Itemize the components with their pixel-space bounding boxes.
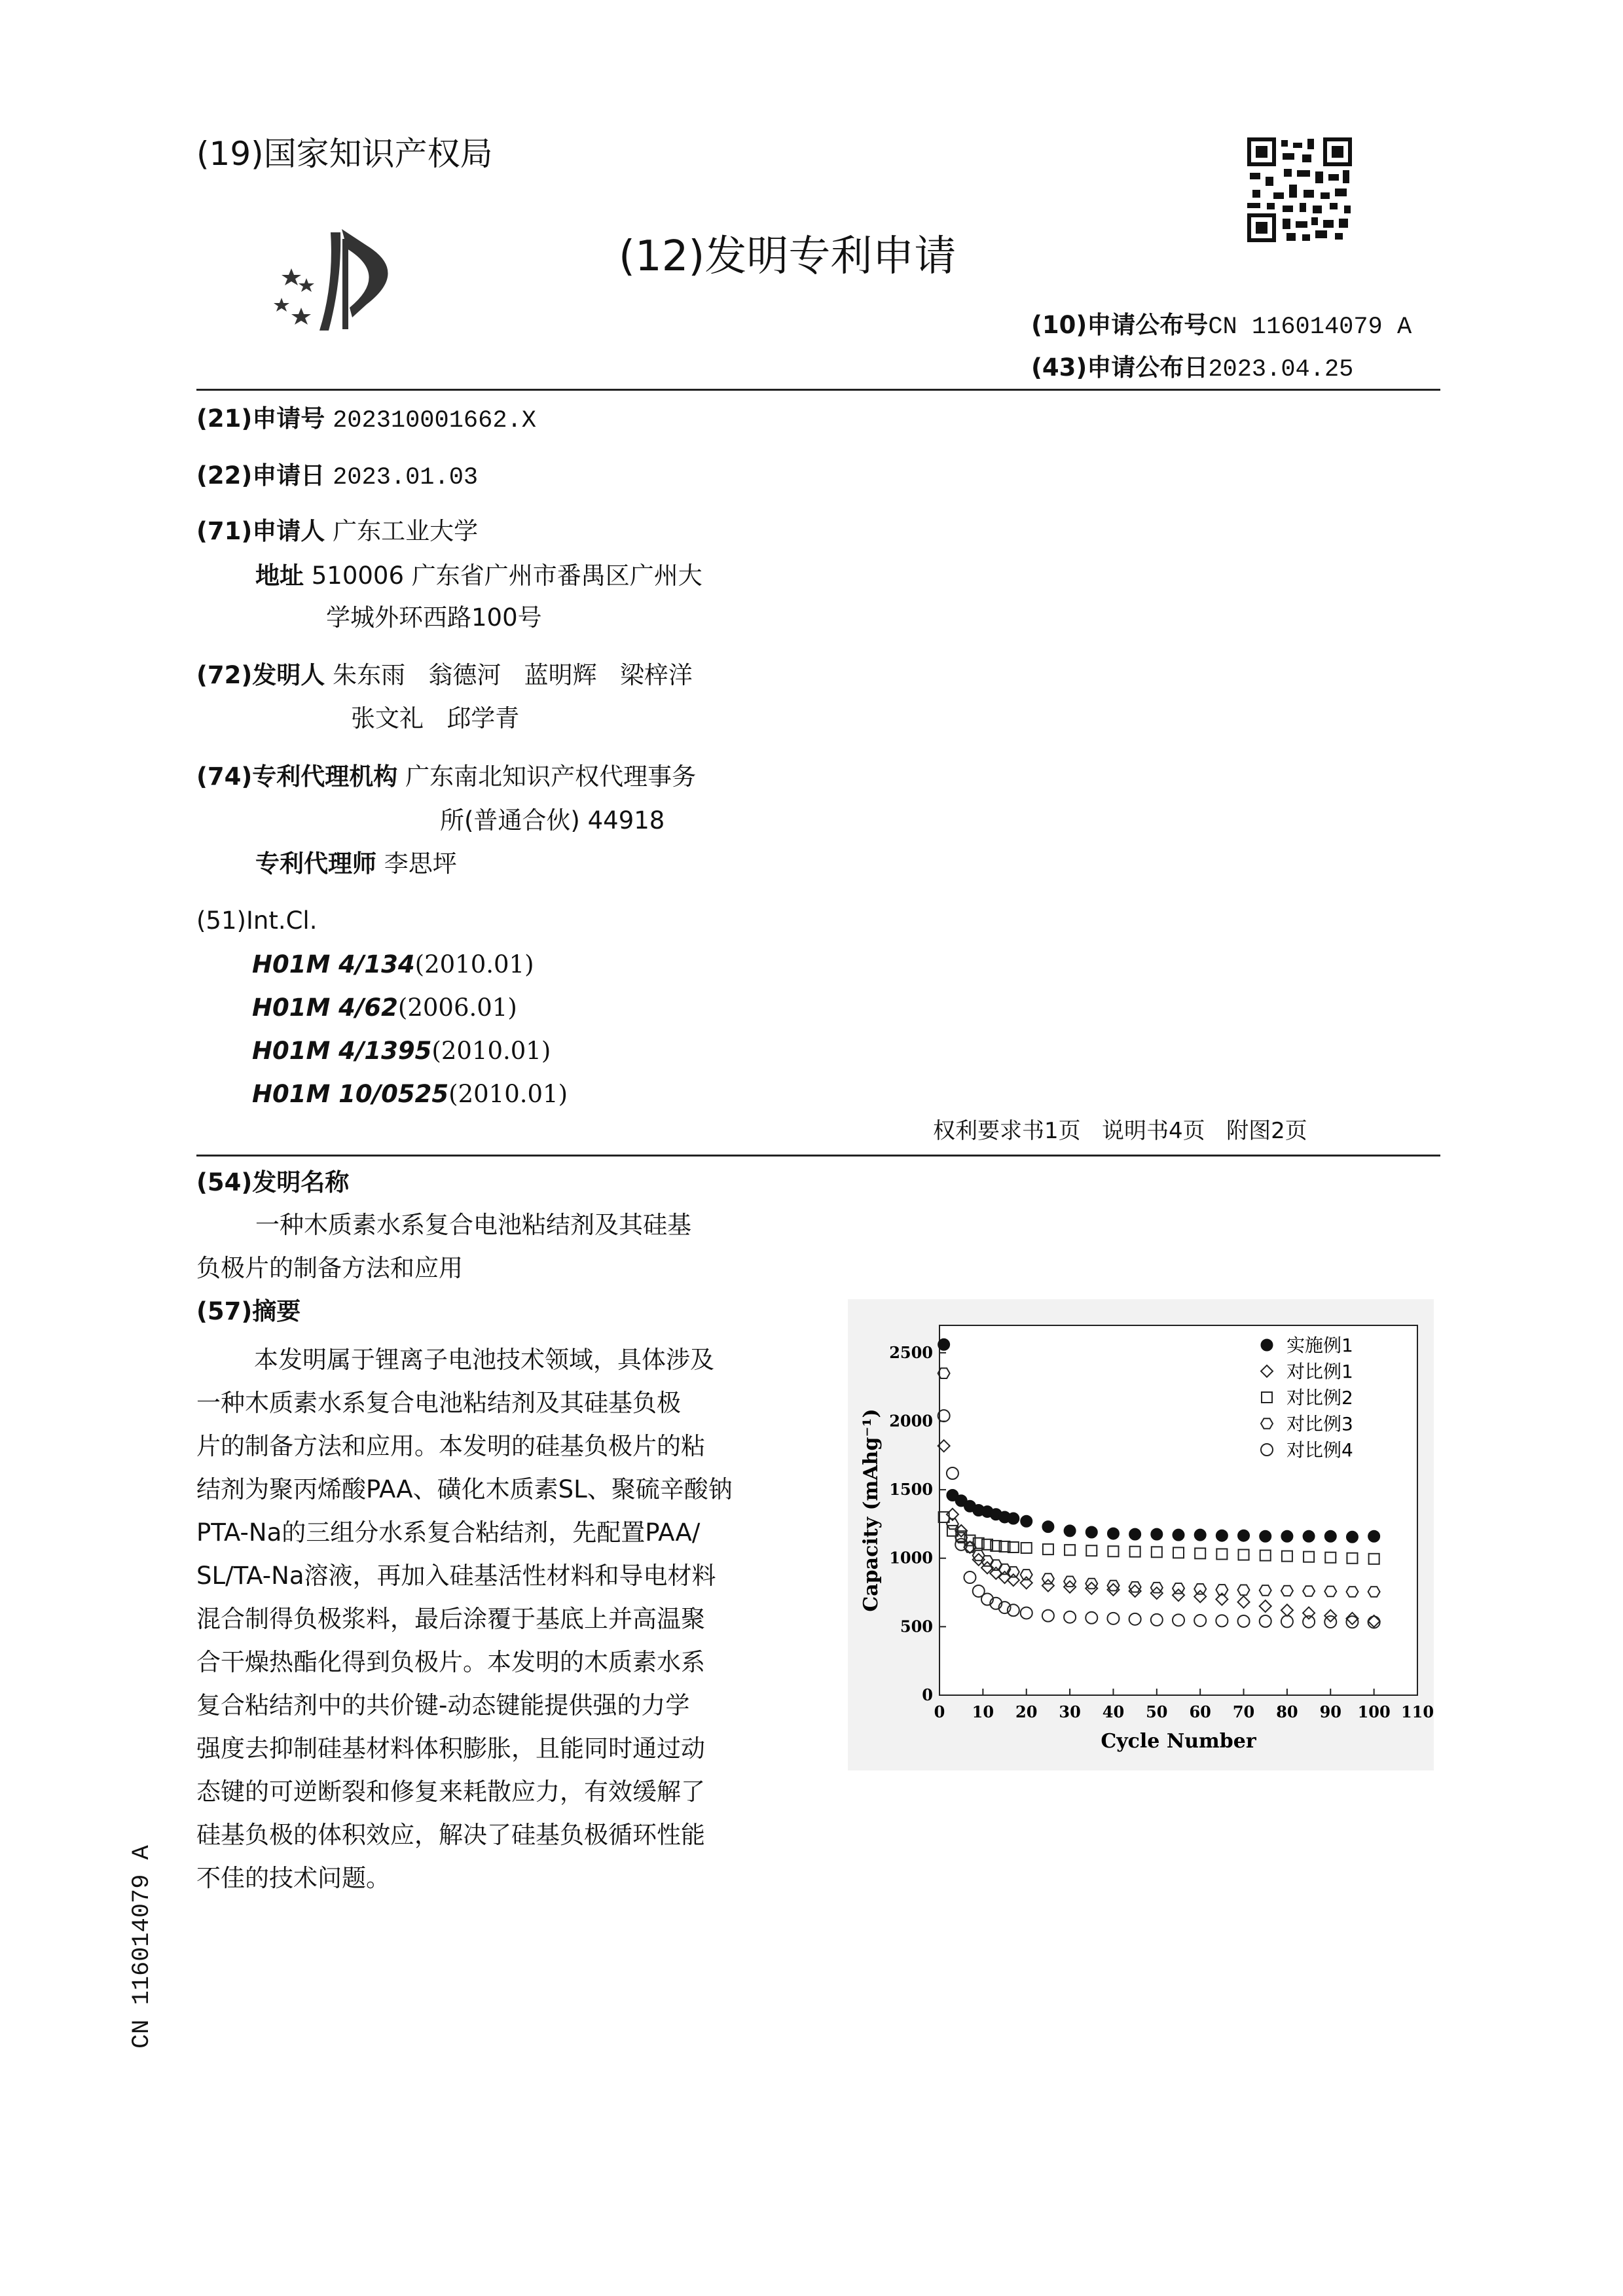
inventor-row [196,661,693,690]
publication-number-label: (10)申请公布号 [1031,311,1209,339]
x-tick-label: 10 [972,1702,994,1721]
abstract-line: 结剂为聚丙烯酸PAA、磺化木质素SL、聚硫辛酸钠 [196,1475,733,1503]
agency-line-2: 所(普通合伙) 44918 [440,806,665,834]
inventors-line-1: 朱东雨 翁德河 蓝明辉 梁梓洋 [333,661,693,689]
biblio-rule [196,1155,1440,1157]
y-tick-label: 500 [900,1617,933,1636]
x-tick-label: 50 [1146,1702,1168,1721]
agency-row [196,762,696,791]
data-point [1216,1530,1228,1541]
page-counts: 权利要求书1页 说明书4页 附图2页 [933,1118,1307,1144]
application-date-row [196,461,478,492]
ipc-item [252,950,534,979]
application-number-row [196,404,536,435]
data-point [1085,1526,1097,1538]
inventors-line-2: 张文礼 邱学青 [351,704,520,732]
application-number-label: (21)申请号 [196,404,325,433]
data-point [1238,1530,1250,1541]
agent-row [255,850,457,878]
data-point [1151,1528,1163,1540]
legend-label: 实施例1 [1286,1335,1353,1356]
data-point [1042,1521,1054,1533]
ipc-code: H01M 4/62 [252,994,398,1022]
inventor-label: (72)发明人 [196,661,325,689]
data-point [1194,1529,1206,1541]
data-point [1281,1530,1293,1542]
x-axis-label: Cycle Number [1101,1730,1256,1753]
x-tick-label: 40 [1102,1702,1125,1721]
abstract-line: 强度去抑制硅基材料体积膨胀，且能同时通过动 [196,1734,705,1763]
ipc-item [252,1037,551,1066]
x-tick-label: 80 [1276,1702,1298,1721]
y-tick-label: 2000 [889,1411,933,1431]
x-tick-label: 70 [1232,1702,1255,1721]
title-label: (54)发明名称 [196,1168,350,1196]
capacity-cycle-chart [848,1299,1434,1770]
abstract-line: 硅基负极的体积效应，解决了硅基负极循环性能 [196,1821,705,1849]
data-point [1008,1513,1019,1524]
ipc-code: H01M 10/0525 [252,1080,449,1108]
abstract-line: 片的制备方法和应用。本发明的硅基负极片的粘 [196,1432,705,1460]
abstract-line: 一种木质素水系复合电池粘结剂及其硅基负极 [196,1389,681,1417]
data-point [1064,1525,1076,1537]
y-tick-label: 1000 [889,1548,933,1568]
legend-label: 对比例1 [1286,1361,1353,1382]
agent-label: 专利代理师 [255,850,376,878]
header-rule [196,389,1440,391]
invention-title-line-2: 负极片的制备方法和应用 [196,1254,463,1282]
y-tick-label: 2500 [889,1342,933,1362]
data-point [1021,1515,1032,1527]
abstract-line: SL/TA-Na溶液，再加入硅基活性材料和导电材料 [196,1562,716,1590]
publication-number: CN 116014079 A [1208,314,1412,341]
application-date-label: (22)申请日 [196,461,325,490]
data-point [1346,1531,1358,1543]
publication-date: 2023.04.25 [1208,356,1354,384]
applicant-label: (71)申请人 [196,517,325,545]
ipc-item [252,994,517,1022]
abstract-figure [848,1299,1434,1770]
x-tick-label: 90 [1319,1702,1341,1721]
ipc-version: (2010.01) [431,1037,551,1065]
address-label: 地址 [255,562,304,590]
abstract-label: (57)摘要 [196,1297,301,1325]
x-tick-label: 20 [1015,1702,1038,1721]
address-row [255,562,702,590]
abstract-line: 本发明属于锂离子电池技术领域，具体涉及 [254,1346,714,1374]
data-point [1324,1530,1336,1542]
publication-date-label: (43)申请公布日 [1031,353,1209,382]
agency-line-1: 广东南北知识产权代理事务 [405,762,697,791]
abstract-line: 不佳的技术问题。 [196,1864,390,1892]
data-point [1368,1530,1380,1542]
y-tick-label: 0 [922,1685,933,1704]
ipc-version: (2010.01) [448,1080,568,1108]
address-line-2: 学城外环西路100号 [326,603,542,632]
office-name: (19)国家知识产权局 [196,135,493,173]
ipc-version: (2006.01) [397,994,517,1022]
agency-label: (74)专利代理机构 [196,762,398,791]
ipc-code: H01M 4/1395 [252,1037,432,1065]
legend-label: 对比例2 [1286,1387,1353,1408]
abstract-line: 混合制得负极浆料，最后涂覆于基底上并高温聚 [196,1605,705,1633]
x-tick-label: 100 [1357,1702,1391,1721]
data-point [938,1338,950,1350]
y-axis-label: Capacity (mAhg⁻¹) [860,1408,883,1612]
publication-date-row [1031,353,1353,384]
cnipa-logo-icon [268,219,419,337]
applicant: 广东工业大学 [333,517,479,545]
application-number: 202310001662.X [333,407,536,435]
ipc-code: H01M 4/134 [252,950,415,978]
agent: 李思坪 [384,850,457,878]
intcl-label: (51)Int.Cl. [196,906,318,935]
abstract-line: 合干燥热酯化得到负极片。本发明的木质素水系 [196,1648,705,1676]
address-line-1: 510006 广东省广州市番禺区广州大 [311,562,702,590]
y-tick-label: 1500 [889,1480,933,1499]
data-point [1107,1528,1119,1539]
data-point [1173,1529,1184,1541]
qr-code [1247,137,1352,242]
abstract-line: PTA-Na的三组分水系复合粘结剂，先配置PAA/ [196,1518,701,1547]
legend-marker [1261,1339,1273,1351]
ipc-item [252,1080,568,1109]
legend-label: 对比例4 [1286,1439,1353,1461]
x-tick-label: 110 [1400,1702,1434,1721]
abstract-text [196,1338,858,1900]
ipc-version: (2010.01) [414,950,534,978]
document-type: (12)发明专利申请 [619,232,957,281]
side-publication-number: CN 116014079 A [128,1845,156,2049]
qr-code-icon [1247,137,1352,242]
data-point [1260,1530,1271,1542]
invention-title-line-1: 一种木质素水系复合电池粘结剂及其硅基 [255,1211,691,1239]
abstract-line: 态键的可逆断裂和修复来耗散应力，有效缓解了 [196,1778,705,1806]
x-tick-label: 60 [1189,1702,1211,1721]
abstract-line: 复合粘结剂中的共价键-动态键能提供强的力学 [196,1691,690,1719]
applicant-row [196,517,478,546]
x-tick-label: 30 [1059,1702,1081,1721]
legend-label: 对比例3 [1286,1413,1353,1435]
data-point [1129,1528,1141,1540]
data-point [1303,1530,1315,1542]
application-date: 2023.01.03 [333,464,479,492]
x-tick-label: 0 [934,1702,945,1721]
cnipa-logo [268,219,419,337]
publication-number-row [1031,311,1412,342]
